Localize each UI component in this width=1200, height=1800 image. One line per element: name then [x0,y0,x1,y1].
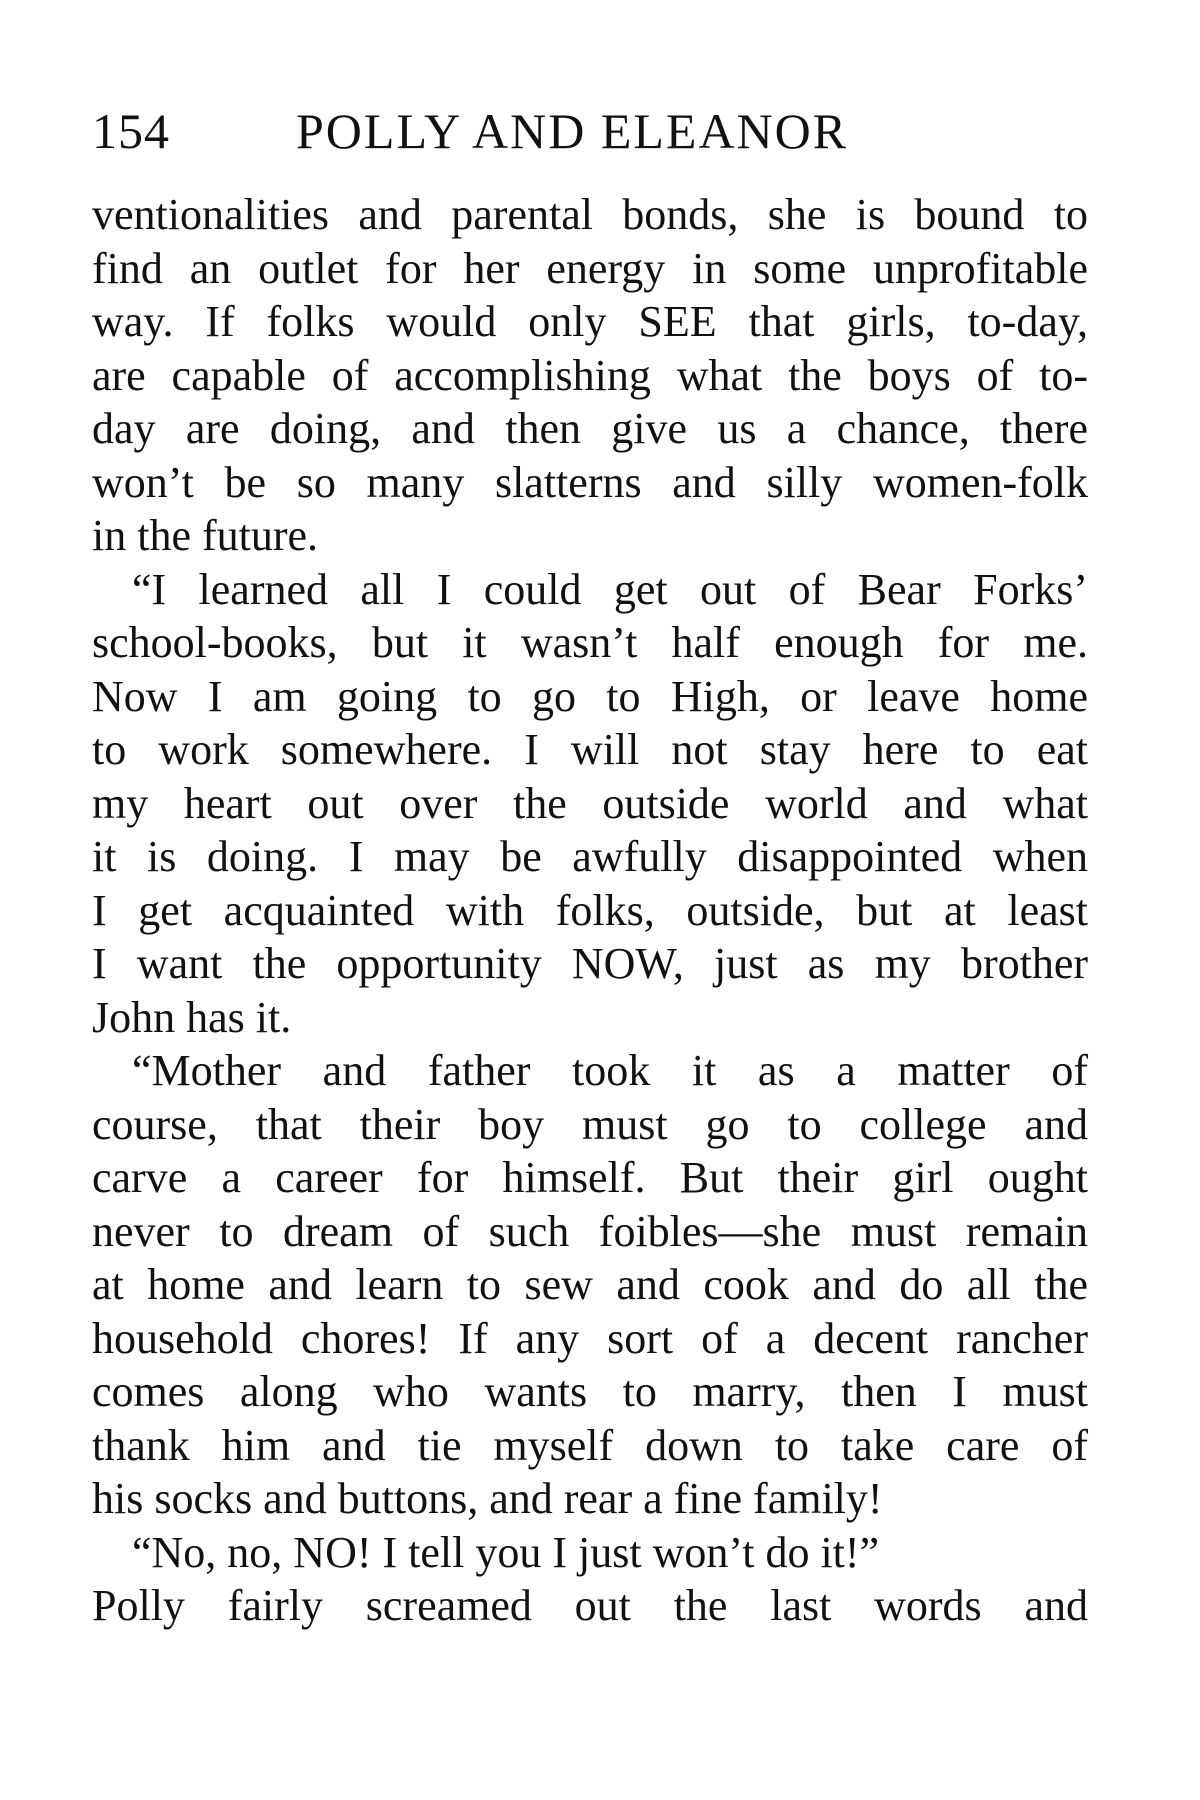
text-line: Now I am going to go to High, or leave home [92,671,1088,721]
text-line: I want the opportunity NOW, just as my brother [92,939,1088,988]
page-number: 154 [92,103,170,159]
text-line: household chores! If any sort of a decent rancher [92,1313,1088,1363]
text-line: comes along who wants to marry, then I must [92,1367,1088,1416]
paragraph-start-line: “I learned all I could get out of Bear Forks’ [132,564,1088,614]
text-line: Polly fairly screamed out the last words and [92,1581,1088,1630]
text-line: day are doing, and then give us a chance, there [92,404,1088,453]
text-line: thank him and tie myself down to take care of [92,1420,1088,1470]
text-line: won’t be so many slatterns and silly women-folk [92,457,1088,507]
text-line: John has it. [92,992,292,1042]
text-line: at home and learn to sew and cook and do all the [92,1260,1088,1309]
text-line: to work somewhere. I will not stay here to eat [92,725,1088,774]
text-line: way. If folks would only SEE that girls, to-day, [92,297,1088,346]
text-line: course, that their boy must go to college and [92,1099,1088,1149]
paragraph-start-line: “Mother and father took it as a matter of [132,1046,1088,1095]
text-line: ventionalities and parental bonds, she is bound to [92,190,1088,239]
text-line: school-books, but it wasn’t half enough for me. [92,618,1088,667]
text-line: carve a career for himself. But their girl ought [92,1153,1088,1202]
text-line: I get acquainted with folks, outside, but at least [92,885,1088,935]
text-line: never to dream of such foibles—she must remain [92,1206,1088,1256]
body-text [92,188,1088,1633]
text-line: it is doing. I may be awfully disappointed when [92,832,1088,881]
text-line: are capable of accomplishing what the boys of to- [92,350,1088,400]
running-head [92,96,1092,166]
text-line: find an outlet for her energy in some unprofitable [92,243,1088,293]
running-title: POLLY AND ELEANOR [296,103,849,159]
text-line: in the future. [92,511,319,560]
paragraph-start-line: “No, no, NO! I tell you I just won’t do it!” [132,1527,880,1577]
text-line: his socks and buttons, and rear a fine family! [92,1474,883,1523]
text-line: my heart out over the outside world and what [92,778,1088,828]
